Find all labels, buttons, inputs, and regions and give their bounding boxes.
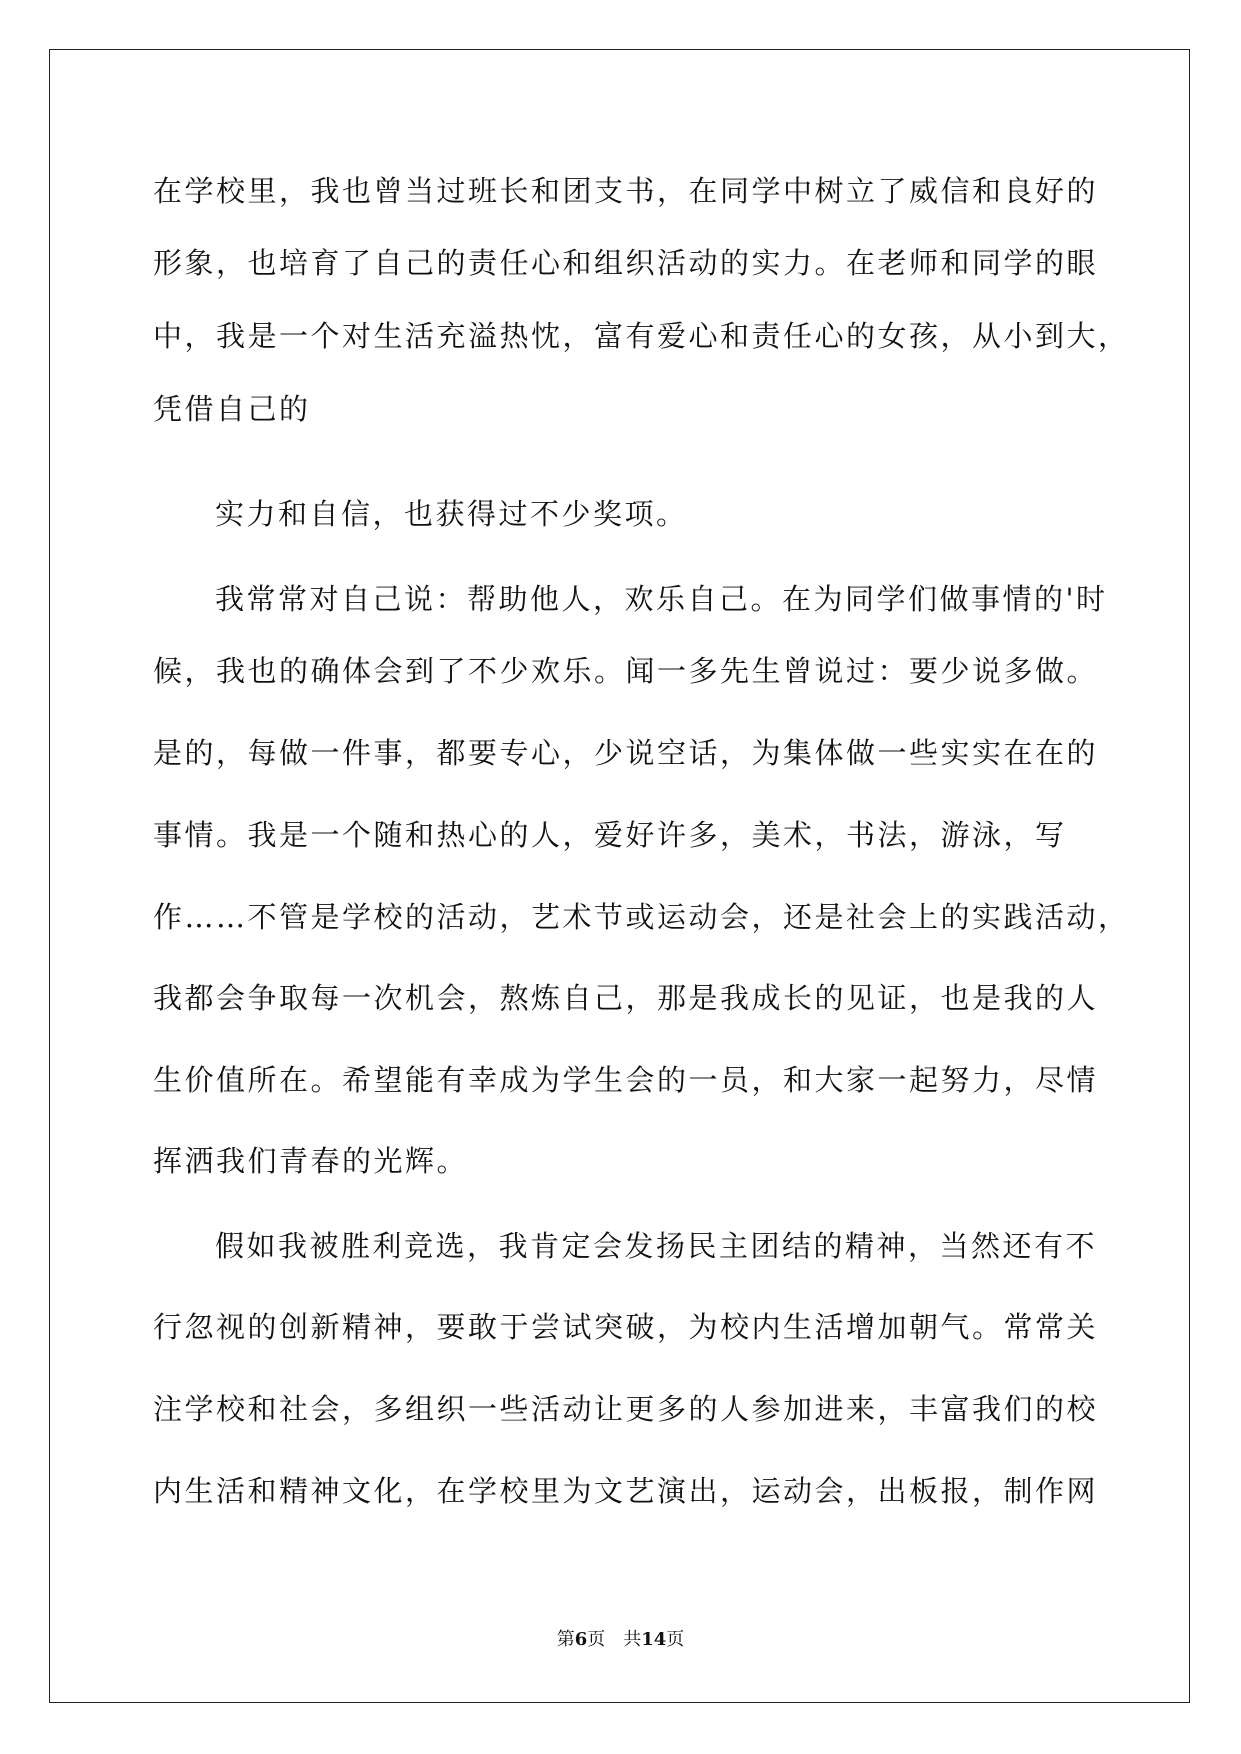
text-line-4: 凭借自己的 [153,392,311,426]
text-line-5: 实力和自信，也获得过不少奖项。 [215,497,688,531]
text-line-2: 形象，也培育了自己的责任心和组织活动的实力。在老师和同学的眼 [153,246,1099,280]
text-line-15: 行忽视的创新精神，要敢于尝试突破，为校内生活增加朝气。常常关 [153,1310,1099,1344]
current-page-number: 6 [574,1629,588,1650]
text-line-11: 我都会争取每一次机会，熬炼自己，那是我成长的见证，也是我的人 [153,981,1099,1015]
total-suffix: 页 [666,1629,685,1650]
text-line-10: 作……不管是学校的活动，艺术节或运动会，还是社会上的实践活动， [153,900,1130,934]
page-suffix: 页 [587,1629,606,1650]
page-border [49,49,1190,1703]
text-line-14: 假如我被胜利竞选，我肯定会发扬民主团结的精神，当然还有不 [215,1229,1098,1263]
text-line-17: 内生活和精神文化，在学校里为文艺演出，运动会，出板报，制作网 [153,1474,1099,1508]
text-line-3: 中，我是一个对生活充溢热忱，富有爱心和责任心的女孩，从小到大， [153,319,1130,353]
total-prefix: 共 [623,1629,642,1650]
text-line-1: 在学校里，我也曾当过班长和团支书，在同学中树立了威信和良好的 [153,174,1099,208]
text-line-13: 挥洒我们青春的光辉。 [153,1144,469,1178]
page-footer [0,1628,1241,1652]
text-line-9: 事情。我是一个随和热心的人，爱好许多，美术，书法，游泳，写 [153,818,1067,852]
page-prefix: 第 [556,1629,575,1650]
text-line-12: 生价值所在。希望能有幸成为学生会的一员，和大家一起努力，尽情 [153,1063,1099,1097]
text-line-16: 注学校和社会，多组织一些活动让更多的人参加进来，丰富我们的校 [153,1392,1099,1426]
text-line-6: 我常常对自己说：帮助他人，欢乐自己。在为同学们做事情的'时 [215,582,1108,616]
text-line-7: 候，我也的确体会到了不少欢乐。闻一多先生曾说过：要少说多做。 [153,654,1099,688]
text-line-8: 是的，每做一件事，都要专心，少说空话，为集体做一些实实在在的 [153,736,1099,770]
total-pages-number: 14 [641,1629,667,1650]
